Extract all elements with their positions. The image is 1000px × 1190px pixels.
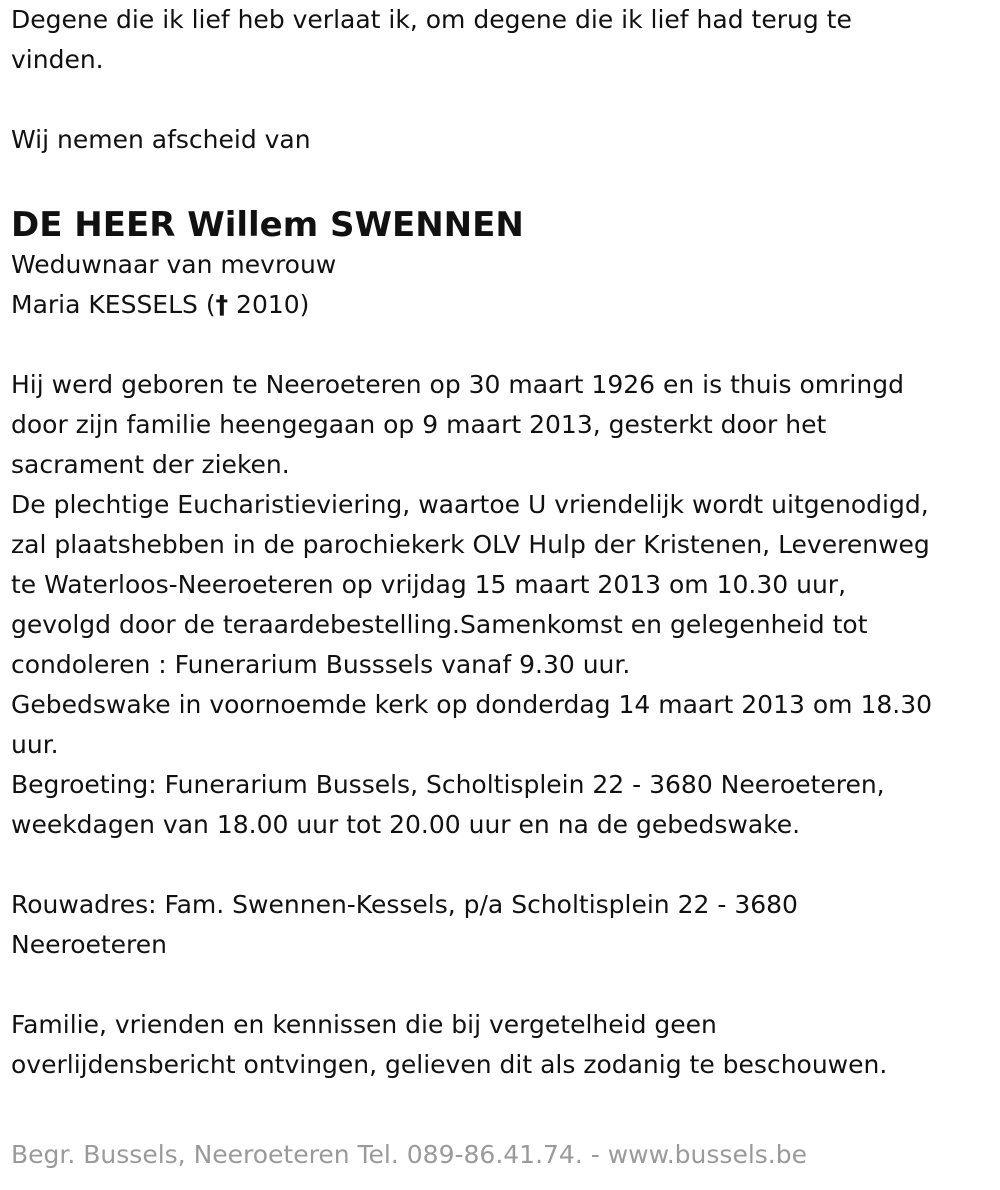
address-line: Neeroeteren xyxy=(11,930,168,959)
death-notice xyxy=(11,0,991,1085)
body-line: De plechtige Eucharistieviering, waartoe U vriendelijk wordt uitgenodigd, xyxy=(11,490,929,519)
widower-line: Weduwnaar van mevrouw xyxy=(11,250,337,279)
spacer xyxy=(11,80,991,120)
spacer xyxy=(11,325,991,365)
body-line: uur. xyxy=(11,730,59,759)
body-line: Begroeting: Funerarium Bussels, Scholtisplein 22 - 3680 Neeroeteren, xyxy=(11,770,885,799)
farewell-line: Wij nemen afscheid van xyxy=(11,125,311,154)
body-line: gevolgd door de teraardebestelling.Samenkomst en gelegenheid tot xyxy=(11,610,868,639)
body-line: sacrament der zieken. xyxy=(11,450,290,479)
funeral-home-footer: Begr. Bussels, Neeroeteren Tel. 089-86.41.74. - www.bussels.be xyxy=(11,1140,807,1169)
spacer xyxy=(11,965,991,1005)
intro-quote xyxy=(11,0,991,80)
body-line: door zijn familie heengegaan op 9 maart 2013, gesterkt door het xyxy=(11,410,827,439)
body-line: zal plaatshebben in de parochiekerk OLV Hulp der Kristenen, Leverenweg xyxy=(11,530,930,559)
address-line: Rouwadres: Fam. Swennen-Kessels, p/a Scholtisplein 22 - 3680 xyxy=(11,890,798,919)
body-line: condoleren : Funerarium Busssels vanaf 9.30 uur. xyxy=(11,650,631,679)
spouse-line xyxy=(11,285,991,325)
spouse-prefix: Maria KESSELS ( xyxy=(11,290,216,319)
quote-line-1: Degene die ik lief heb verlaat ik, om degene die ik lief had terug te xyxy=(11,5,852,34)
cross-icon: † xyxy=(215,290,229,319)
notice-text xyxy=(11,1005,991,1085)
mourning-address xyxy=(11,885,991,965)
body-line: Hij werd geboren te Neeroeteren op 30 maart 1926 en is thuis omringd xyxy=(11,370,904,399)
notice-line: overlijdensbericht ontvingen, gelieven dit als zodanig te beschouwen. xyxy=(11,1050,888,1079)
spouse-suffix: 2010) xyxy=(228,290,310,319)
spacer xyxy=(11,160,991,200)
body-line: weekdagen van 18.00 uur tot 20.00 uur en na de gebedswake. xyxy=(11,810,801,839)
spacer xyxy=(11,845,991,885)
body-line: Gebedswake in voornoemde kerk op donderdag 14 maart 2013 om 18.30 xyxy=(11,690,933,719)
body-line: te Waterloos-Neeroeteren op vrijdag 15 maart 2013 om 10.30 uur, xyxy=(11,570,847,599)
deceased-name: DE HEER Willem SWENNEN xyxy=(11,205,524,245)
notice-line: Familie, vrienden en kennissen die bij vergetelheid geen xyxy=(11,1010,717,1039)
body-text xyxy=(11,365,991,845)
quote-line-2: vinden. xyxy=(11,45,104,74)
